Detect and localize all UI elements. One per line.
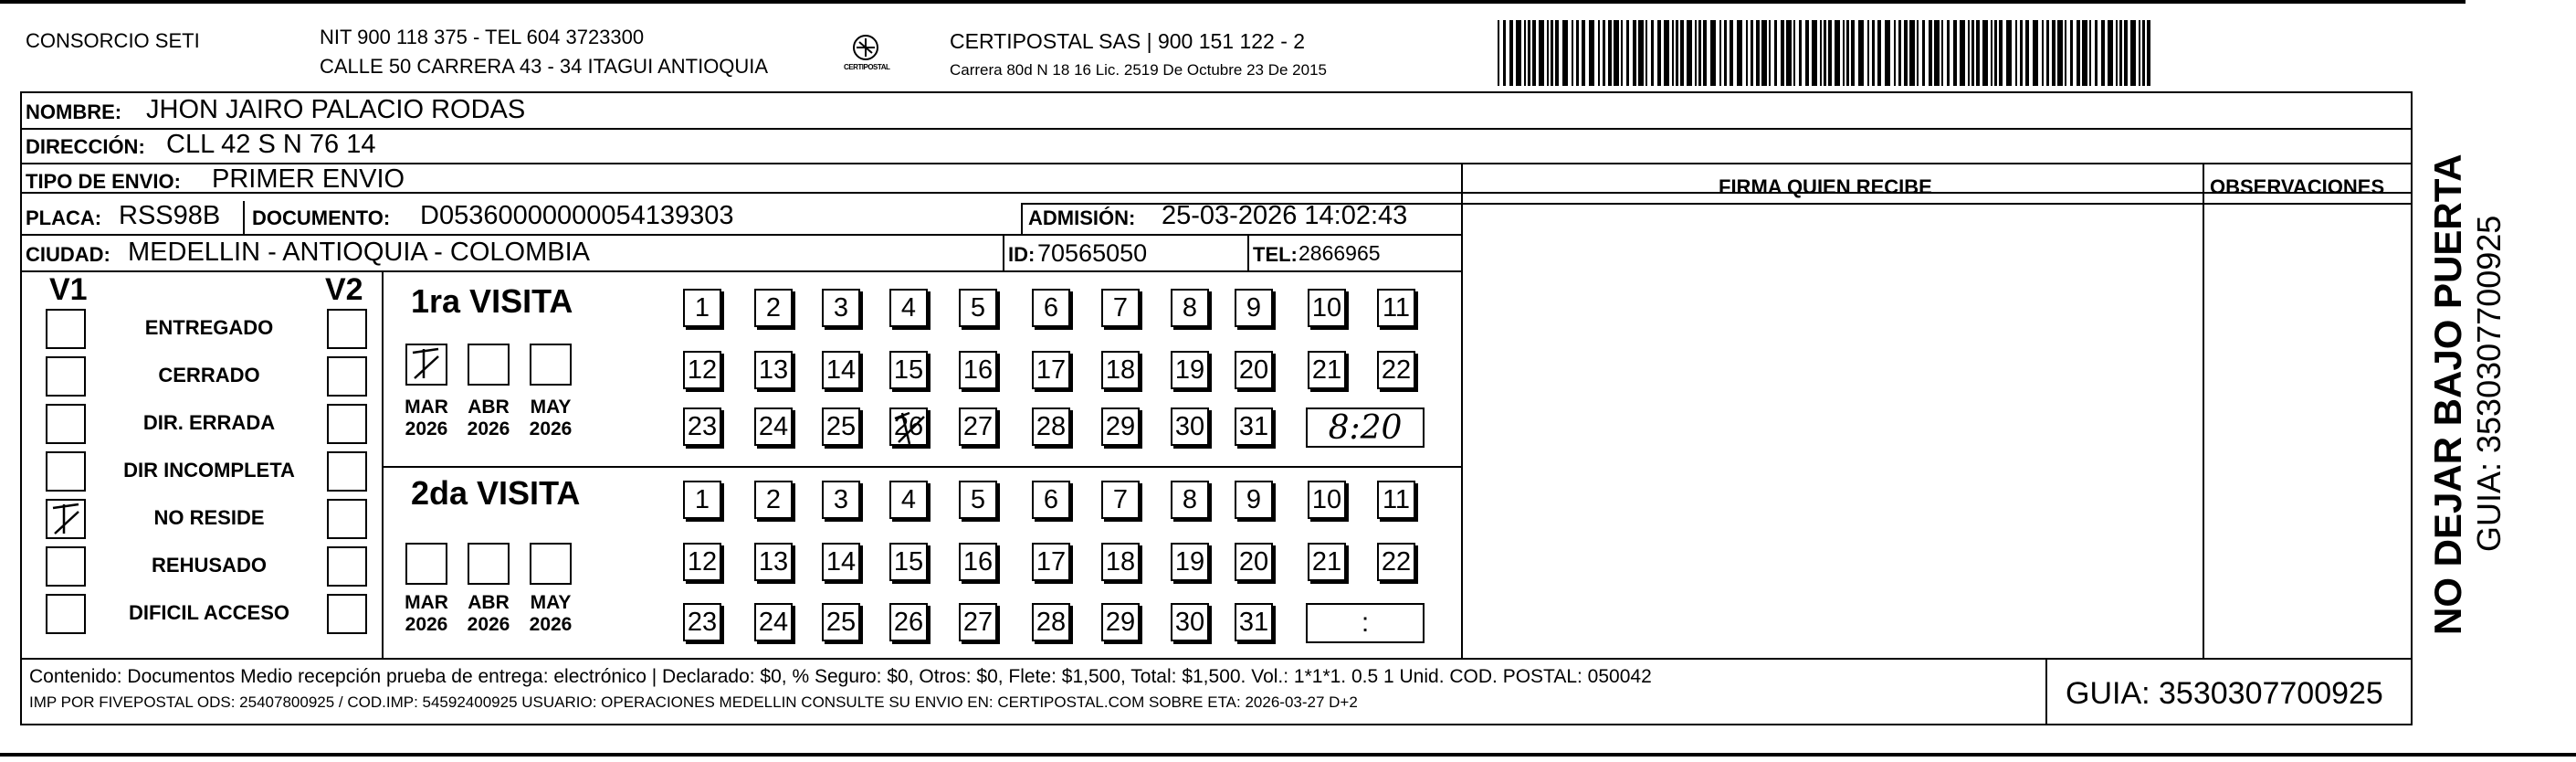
barcode-bar	[1532, 20, 1536, 86]
barcode-bar	[1724, 20, 1727, 86]
company-name: CONSORCIO SETI	[26, 29, 200, 52]
month-label	[396, 592, 457, 636]
documento-value: D05360000000054139303	[420, 201, 734, 230]
barcode-bar	[2089, 20, 2091, 86]
second-visit-title: 2da VISITA	[411, 474, 581, 512]
barcode-bar	[1614, 20, 1619, 86]
day-box[interactable]: 16	[959, 543, 997, 581]
barcode-bar	[1608, 20, 1612, 86]
observaciones-column-line	[2203, 164, 2204, 660]
placa-label: PLACA:	[26, 206, 102, 229]
barcode-bar	[2020, 20, 2023, 86]
barcode-bar	[2046, 20, 2049, 86]
direccion-label: DIRECCIÓN:	[26, 135, 145, 158]
day-box[interactable]: 8	[1171, 289, 1209, 327]
row-divider	[20, 270, 1463, 272]
time-value: 8:20	[1328, 408, 1403, 447]
barcode-bar	[2142, 20, 2145, 86]
barcode-bar	[1769, 20, 1771, 86]
month-year: 2026	[529, 614, 573, 636]
day-box[interactable]: 2	[754, 481, 793, 519]
day-box[interactable]: 28	[1032, 603, 1070, 641]
barcode-bar	[1746, 20, 1748, 86]
address-line: CALLE 50 CARRERA 43 - 34 ITAGUI ANTIOQUIA	[320, 55, 769, 78]
footer-line-2: IMP POR FIVEPOSTAL ODS: 25407800925 / COD.IMP: 54592400925 USUARIO: OPERACIONES MEDELLIN CONSULTE SU ENVIO EN: CERTIPOSTAL.COM SOBRE ETA: 2026-03-27 D+2	[29, 693, 1358, 711]
id-label: ID:	[1008, 243, 1036, 266]
day-box[interactable]: 2	[754, 289, 793, 327]
month-name: ABR	[468, 592, 510, 613]
day-box[interactable]: 1	[683, 289, 721, 327]
month-year: 2026	[405, 614, 448, 636]
month-label	[520, 397, 581, 440]
bottom-border	[0, 753, 2576, 757]
tel-label: TEL:	[1253, 243, 1298, 266]
barcode-bar	[1719, 20, 1721, 86]
barcode-bar	[1994, 20, 1997, 86]
footer-line-1: Contenido: Documentos Medio recepción prueba de entrega: electrónico | Declarado: $0, % Seguro: $0, Otros: $0, Flete: $1,500, Total: $1,500. Vol.: 1*1*1. 0.5 1 Unid. COD. POSTAL: 050042	[29, 666, 1652, 687]
day-box[interactable]: 31	[1235, 407, 1273, 446]
barcode-bar	[1909, 20, 1915, 86]
day-box[interactable]: 13	[754, 543, 793, 581]
day-box[interactable]: 17	[1032, 543, 1070, 581]
day-box[interactable]: 22	[1377, 351, 1415, 389]
barcode-bar	[1953, 20, 1957, 86]
status-option-label: NO RESIDE	[153, 506, 265, 529]
barcode-bar	[1503, 20, 1506, 86]
barcode-bar	[1941, 20, 1943, 86]
barcode-bar	[1929, 20, 1932, 86]
barcode-bar	[2015, 20, 2017, 86]
barcode-bar	[1603, 20, 1605, 86]
day-box[interactable]: 6	[1032, 289, 1070, 327]
barcode-bar	[1786, 20, 1792, 86]
first-visit-title: 1ra VISITA	[411, 282, 573, 320]
barcode-bar	[1645, 20, 1647, 86]
time-box[interactable]	[1306, 407, 1425, 448]
barcode-bar	[1751, 20, 1753, 86]
day-box[interactable]: 7	[1101, 481, 1140, 519]
barcode-bar	[1774, 20, 1777, 86]
day-box[interactable]: 3	[822, 481, 860, 519]
status-option-label: REHUSADO	[152, 554, 267, 577]
barcode-bar	[1589, 20, 1594, 86]
day-box[interactable]: 21	[1308, 351, 1346, 389]
barcode-bar	[2042, 20, 2044, 86]
documento-label: DOCUMENTO:	[252, 206, 391, 229]
barcode-bar	[1516, 20, 1521, 86]
barcode-bar	[1835, 20, 1840, 86]
barcode-bar	[1498, 20, 1499, 86]
nombre-value: JHON JAIRO PALACIO RODAS	[146, 95, 526, 124]
barcode-bar	[1528, 20, 1530, 86]
cell-divider	[243, 201, 245, 236]
barcode-bar	[1626, 20, 1629, 86]
status-option-label: CERRADO	[158, 364, 260, 386]
barcode-bar	[1687, 20, 1692, 86]
barcode-bar	[1851, 20, 1855, 86]
day-box[interactable]: 27	[959, 603, 997, 641]
barcode-bar	[2065, 20, 2066, 86]
day-box[interactable]: 17	[1032, 351, 1070, 389]
day-box[interactable]: 29	[1101, 603, 1140, 641]
day-box[interactable]: 26	[889, 603, 928, 641]
barcode-bar	[1877, 20, 1881, 86]
status-option-label: DIR. ERRADA	[142, 411, 276, 434]
tel-value: 2866965	[1299, 241, 1381, 265]
barcode-bar	[2025, 20, 2029, 86]
barcode-bar	[1805, 20, 1809, 86]
barcode-bar	[1551, 20, 1553, 86]
day-box[interactable]: 20	[1235, 543, 1273, 581]
barcode-bar	[2101, 20, 2105, 86]
barcode-bar	[1756, 20, 1760, 86]
barcode-bar	[1555, 20, 1559, 86]
firma-column-line	[1461, 164, 1463, 660]
day-box[interactable]: 14	[822, 351, 860, 389]
row-divider	[20, 234, 1463, 236]
tipo-label: TIPO DE ENVIO:	[26, 170, 181, 193]
placa-value: RSS98B	[119, 201, 221, 230]
ciudad-value: MEDELLIN - ANTIOQUIA - COLOMBIA	[128, 238, 590, 267]
footer-guia-divider	[2045, 658, 2047, 725]
barcode-bar	[1737, 20, 1742, 86]
barcode-bar	[1960, 20, 1965, 86]
month-name: ABR	[468, 397, 510, 418]
day-box[interactable]: 10	[1308, 289, 1346, 327]
month-checkbox[interactable]	[530, 344, 572, 386]
month-checkbox[interactable]	[405, 344, 447, 386]
month-checkbox[interactable]	[468, 543, 510, 585]
signature-header-line	[1461, 203, 2413, 205]
day-box[interactable]: 23	[683, 407, 721, 446]
barcode-bar	[1651, 20, 1654, 86]
barcode-bar	[1917, 20, 1919, 86]
barcode-bar	[1710, 20, 1716, 86]
barcode-bar	[2147, 20, 2150, 86]
barcode-bar	[1991, 20, 1992, 86]
barcode-bar	[1621, 20, 1623, 86]
barcode-bar	[1761, 20, 1767, 86]
footer-guia: GUIA: 3530307700925	[2066, 676, 2383, 711]
status-option-label: DIR INCOMPLETA	[123, 459, 295, 482]
barcode-bar	[2070, 20, 2073, 86]
month-name: MAR	[405, 397, 448, 418]
barcode-bar	[1872, 20, 1875, 86]
day-box[interactable]: 13	[754, 351, 793, 389]
day-box[interactable]: 8	[1171, 481, 1209, 519]
admision-label: ADMISIÓN:	[1028, 206, 1136, 229]
barcode-bar	[2095, 20, 2098, 86]
month-checkbox[interactable]	[530, 543, 572, 585]
barcode-bar	[1576, 20, 1579, 86]
barcode-bar	[1582, 20, 1585, 86]
barcode-bar	[1657, 20, 1661, 86]
barcode-bar	[2052, 20, 2056, 86]
barcode-bar	[1812, 20, 1817, 86]
day-box[interactable]: 1	[683, 481, 721, 519]
day-box[interactable]: 4	[889, 481, 928, 519]
barcode	[1498, 20, 2155, 86]
month-year: 2026	[467, 418, 510, 440]
admision-value: 25-03-2026 14:02:43	[1162, 201, 1408, 230]
day-box[interactable]: 11	[1377, 289, 1415, 327]
status-option-label: DIFICIL ACCESO	[128, 601, 289, 624]
footer-top-line	[20, 658, 2413, 660]
barcode-bar	[2130, 20, 2136, 86]
barcode-bar	[1539, 20, 1544, 86]
row-divider	[20, 128, 2413, 130]
status-option-label: ENTREGADO	[144, 316, 274, 339]
day-box[interactable]: 5	[959, 289, 997, 327]
barcode-bar	[1703, 20, 1707, 86]
day-box[interactable]: 30	[1171, 603, 1209, 641]
cell-divider	[1247, 236, 1249, 272]
day-box[interactable]: 5	[959, 481, 997, 519]
nit-line: NIT 900 118 375 - TEL 604 3723300	[320, 26, 645, 48]
barcode-bar	[1820, 20, 1822, 86]
barcode-bar	[1885, 20, 1890, 86]
barcode-bar	[1898, 20, 1901, 86]
barcode-bar	[1999, 20, 2003, 86]
barcode-bar	[1695, 20, 1697, 86]
barcode-bar	[2057, 20, 2063, 86]
day-box[interactable]: 15	[889, 543, 928, 581]
month-label	[520, 592, 581, 636]
month-label	[458, 397, 519, 440]
barcode-bar	[1509, 20, 1513, 86]
month-name: MAY	[530, 592, 572, 613]
month-year: 2026	[467, 614, 510, 636]
top-border	[0, 0, 2466, 4]
barcode-bar	[1638, 20, 1644, 86]
logo-text: CERTIPOSTAL	[844, 63, 890, 71]
cell-divider	[1003, 236, 1004, 272]
barcode-bar	[2139, 20, 2140, 86]
barcode-bar	[1793, 20, 1795, 86]
barcode-bar	[2006, 20, 2012, 86]
observaciones-label: OBSERVACIONES	[2210, 175, 2385, 198]
day-box[interactable]: 29	[1101, 407, 1140, 446]
day-box[interactable]: 27	[959, 407, 997, 446]
id-value: 70565050	[1037, 239, 1148, 267]
day-box[interactable]: 12	[683, 543, 721, 581]
month-checkbox[interactable]	[468, 344, 510, 386]
barcode-bar	[2124, 20, 2128, 86]
day-box[interactable]: 12	[683, 351, 721, 389]
barcode-bar	[1524, 20, 1526, 86]
time-value: :	[1361, 608, 1370, 638]
barcode-bar	[1947, 20, 1950, 86]
nombre-label: NOMBRE:	[26, 101, 122, 123]
barcode-bar	[2033, 20, 2038, 86]
month-year: 2026	[529, 418, 573, 440]
day-box[interactable]: 25	[822, 603, 860, 641]
barcode-bar	[1976, 20, 1980, 86]
barcode-bar	[2077, 20, 2080, 86]
barcode-bar	[2108, 20, 2113, 86]
v1-label: V1	[49, 272, 88, 307]
day-box[interactable]: 23	[683, 603, 721, 641]
month-checkbox[interactable]	[405, 543, 447, 585]
day-box[interactable]: 10	[1308, 481, 1346, 519]
day-box[interactable]: 9	[1235, 289, 1273, 327]
direccion-value: CLL 42 S N 76 14	[166, 130, 376, 159]
barcode-bar	[1698, 20, 1701, 86]
tipo-value: PRIMER ENVIO	[212, 164, 405, 194]
visit-divider	[382, 466, 1463, 468]
day-box[interactable]: 15	[889, 351, 928, 389]
ciudad-label: CIUDAD:	[26, 243, 110, 266]
day-box[interactable]: 6	[1032, 481, 1070, 519]
day-box[interactable]: 9	[1235, 481, 1273, 519]
barcode-bar	[1846, 20, 1849, 86]
day-box[interactable]: 11	[1377, 481, 1415, 519]
day-box[interactable]: 18	[1101, 351, 1140, 389]
no-dejar-bajo-puerta: NO DEJAR BAJO PUERTA	[2426, 153, 2469, 635]
month-name: MAR	[405, 592, 448, 613]
barcode-bar	[1934, 20, 1940, 86]
month-year: 2026	[405, 418, 448, 440]
day-box[interactable]: 31	[1235, 603, 1273, 641]
barcode-bar	[1867, 20, 1869, 86]
barcode-bar	[1598, 20, 1600, 86]
barcode-bar	[1676, 20, 1678, 86]
day-box[interactable]: 24	[754, 603, 793, 641]
barcode-bar	[2082, 20, 2087, 86]
day-box[interactable]: 19	[1171, 351, 1209, 389]
barcode-bar	[2116, 20, 2118, 86]
barcode-bar	[1781, 20, 1784, 86]
cert-line-2: Carrera 80d N 18 16 Lic. 2519 De Octubre 23 De 2015	[950, 61, 1327, 79]
month-name: MAY	[530, 397, 572, 418]
day-box[interactable]: 20	[1235, 351, 1273, 389]
firma-label: FIRMA QUIEN RECIBE	[1719, 175, 1932, 198]
barcode-bar	[1968, 20, 1970, 86]
barcode-bar	[1824, 20, 1826, 86]
day-box[interactable]: 18	[1101, 543, 1140, 581]
day-box[interactable]: 26	[889, 407, 928, 446]
barcode-bar	[1672, 20, 1674, 86]
v2-label: V2	[325, 272, 363, 307]
certipostal-logo	[838, 31, 893, 79]
barcode-bar	[1562, 20, 1568, 86]
barcode-bar	[2119, 20, 2122, 86]
day-box[interactable]: 30	[1171, 407, 1209, 446]
barcode-bar	[1828, 20, 1832, 86]
barcode-bar	[1971, 20, 1974, 86]
day-box[interactable]: 24	[754, 407, 793, 446]
barcode-bar	[1730, 20, 1733, 86]
day-box[interactable]: 28	[1032, 407, 1070, 446]
barcode-bar	[1799, 20, 1802, 86]
barcode-bar	[1572, 20, 1573, 86]
day-box[interactable]: 16	[959, 351, 997, 389]
day-box[interactable]: 25	[822, 407, 860, 446]
day-box[interactable]: 21	[1308, 543, 1346, 581]
barcode-bar	[1843, 20, 1845, 86]
barcode-bar	[1858, 20, 1864, 86]
month-label	[396, 397, 457, 440]
cell-divider	[1021, 205, 1023, 236]
day-box[interactable]: 19	[1171, 543, 1209, 581]
side-guia: GUIA: 3530307700925	[2470, 215, 2508, 552]
day-box[interactable]: 7	[1101, 289, 1140, 327]
barcode-bar	[1922, 20, 1925, 86]
time-box[interactable]	[1306, 603, 1425, 643]
barcode-bar	[1982, 20, 1988, 86]
cert-line-1: CERTIPOSTAL SAS | 900 151 122 - 2	[950, 29, 1306, 53]
day-box[interactable]: 14	[822, 543, 860, 581]
barcode-bar	[1547, 20, 1549, 86]
barcode-bar	[1633, 20, 1636, 86]
barcode-bar	[1894, 20, 1896, 86]
barcode-bar	[1680, 20, 1684, 86]
day-box[interactable]: 22	[1377, 543, 1415, 581]
barcode-bar	[1904, 20, 1908, 86]
day-box[interactable]: 3	[822, 289, 860, 327]
barcode-bar	[1664, 20, 1669, 86]
day-box[interactable]: 4	[889, 289, 928, 327]
month-label	[458, 592, 519, 636]
